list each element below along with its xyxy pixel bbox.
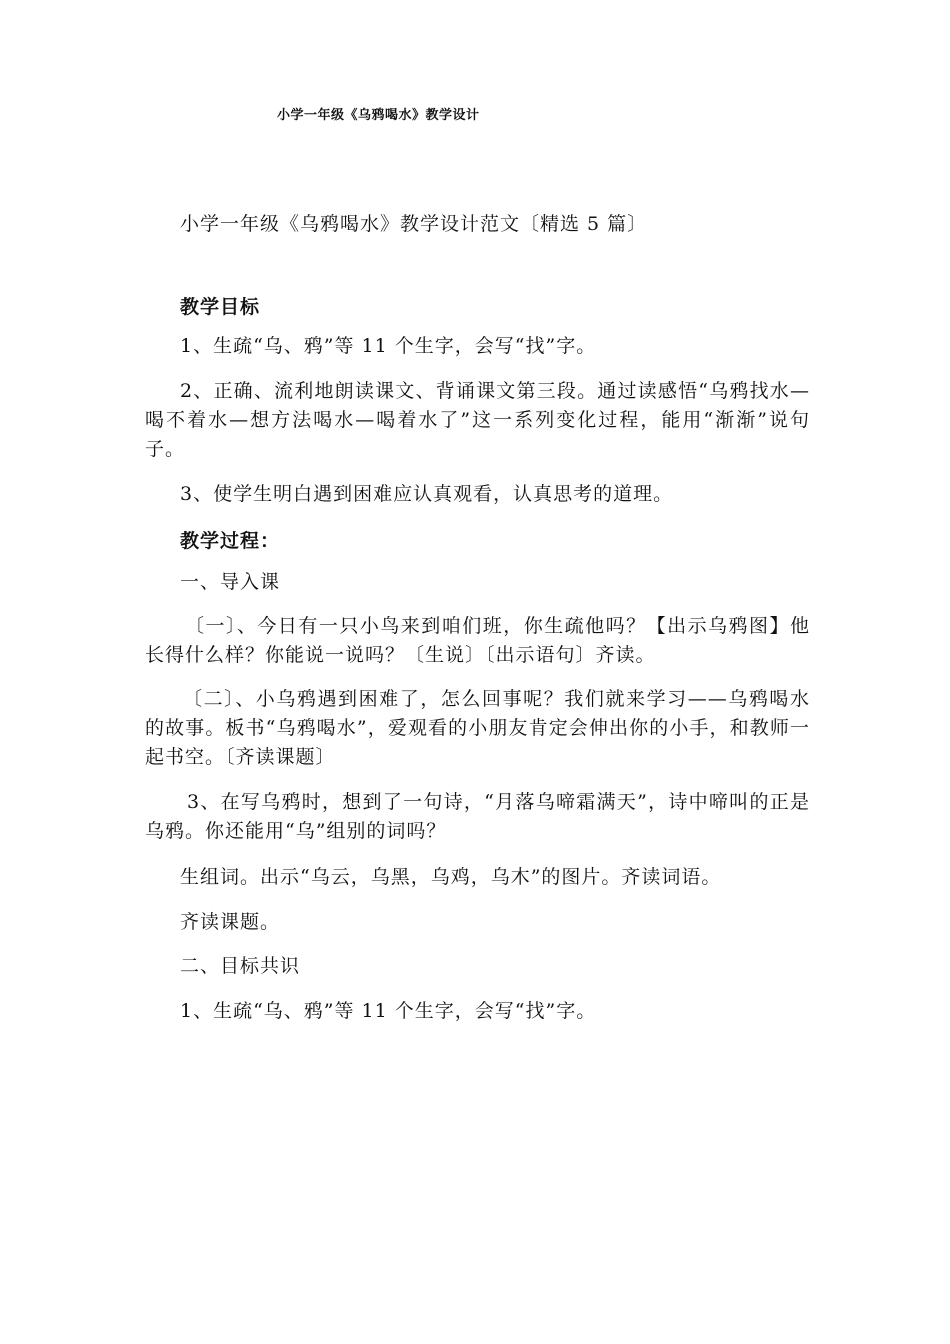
part2-title: 二、目标共识 <box>180 955 301 977</box>
document-title: 小学一年级《乌鸦喝水》教学设计范文〔精选 5 篇〕 <box>180 213 648 235</box>
part1-item-5: 齐读课题。 <box>180 911 281 933</box>
goal-item-1: 1、生疏“乌、鸦”等 11 个生字，会写“找”字。 <box>180 335 597 357</box>
part1-item-2: 〔二〕、小乌鸦遇到困难了，怎么回事呢？我们就来学习——乌鸦喝水的故事。板书“乌鸦喝水”，爱观看的小朋友肯定会伸出你的小手，和教师一起书空。〔齐读课题〕 <box>145 688 810 768</box>
section-heading-goals: 教学目标 <box>180 296 261 318</box>
part1-title: 一、导入课 <box>180 571 281 593</box>
part2-item-1: 1、生疏“乌、鸦”等 11 个生字，会写“找”字。 <box>180 1000 597 1022</box>
section-heading-process: 教学过程： <box>180 530 281 552</box>
page-header: 小学一年级《乌鸦喝水》教学设计 <box>277 108 480 123</box>
part1-item-3: 3、在写乌鸦时，想到了一句诗，“月落乌啼霜满天”，诗中啼叫的正是乌鸦。你还能用“乌”组别的词吗？ <box>145 791 810 842</box>
goal-item-2: 2、正确、流利地朗读课文、背诵课文第三段。通过读感悟“乌鸦找水—喝不着水—想方法喝水—喝着水了”这一系列变化过程，能用“渐渐”说句子。 <box>145 380 810 460</box>
part1-item-4: 生组词。出示“乌云，乌黑，乌鸡，乌木”的图片。齐读词语。 <box>180 866 722 888</box>
part1-item-1: 〔一〕、今日有一只小鸟来到咱们班，你生疏他吗？【出示乌鸦图】他长得什么样？你能说一说吗？〔生说〕〔出示语句〕齐读。 <box>145 615 810 666</box>
goal-item-3: 3、使学生明白遇到困难应认真观看，认真思考的道理。 <box>180 483 674 505</box>
